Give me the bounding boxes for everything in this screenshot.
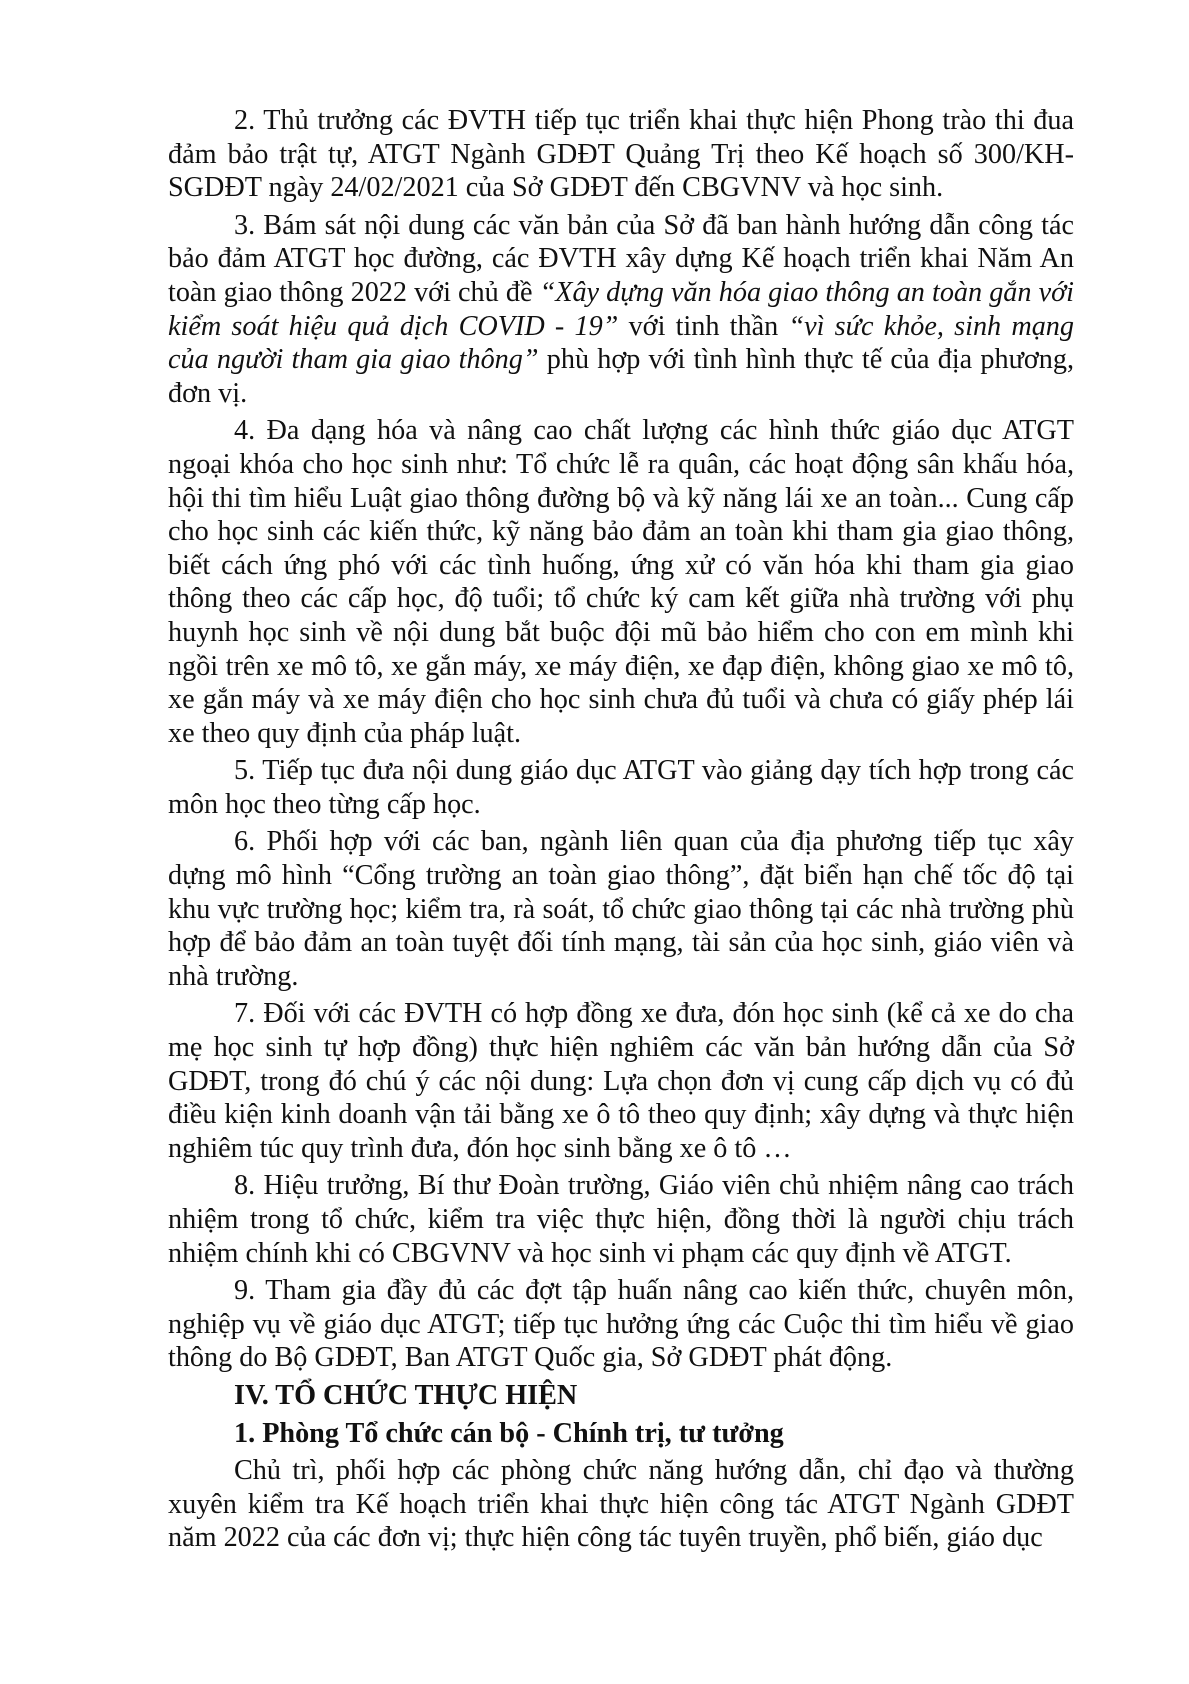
paragraph-text: 3. Bám sát nội dung các văn bản của Sở đã ban hành hướng dẫn công tác bảo đảm ATGT học đường, các ĐVTH xây dựng Kế hoạch triển khai Năm An toàn giao thông 2022 với chủ đề — [168, 209, 1074, 308]
paragraph-item-8 — [168, 1169, 1074, 1270]
paragraph-item-3 — [168, 209, 1074, 411]
subsection-heading: 1. Phòng Tổ chức cán bộ - Chính trị, tư tưởng — [234, 1417, 784, 1449]
paragraph-text: 4. Đa dạng hóa và nâng cao chất lượng các hình thức giáo dục ATGT ngoại khóa cho học sinh như: Tổ chức lễ ra quân, các hoạt động sân khấu hóa, hội thi tìm hiểu Luật giao thông đường bộ và kỹ năng lái xe an toàn... Cung cấp cho học sinh các kiến thức, kỹ năng bảo đảm an toàn khi tham gia giao thông, biết cách ứng phó với các tình huống, ứng xử có văn hóa khi tham gia giao thông theo các cấp học, độ tuổi; tổ chức ký cam kết giữa nhà trường với phụ huynh học sinh về nội dung bắt buộc đội mũ bảo hiểm cho con em mình khi ngồi trên xe mô tô, xe gắn máy, xe máy điện, xe đạp điện, không giao xe mô tô, xe gắn máy và xe máy điện cho học sinh chưa đủ tuổi và chưa có giấy phép lái xe theo quy định của pháp luật. — [168, 415, 1074, 749]
paragraph-text: 5. Tiếp tục đưa nội dung giáo dục ATGT vào giảng dạy tích hợp trong các môn học theo từng cấp học. — [168, 755, 1074, 820]
paragraph-item-9 — [168, 1274, 1074, 1375]
paragraph-text: Chủ trì, phối hợp các phòng chức năng hướng dẫn, chỉ đạo và thường xuyên kiểm tra Kế hoạch triển khai thực hiện công tác ATGT Ngành GDĐT năm 2022 của các đơn vị; thực hiện công tác tuyên truyền, phổ biến, giáo dục — [168, 1455, 1074, 1554]
italic-quote-spirit: “vì sức khỏe, sinh mạng của người tham gia giao thông” — [168, 310, 1074, 376]
paragraph-item-2 — [168, 104, 1074, 205]
paragraph-item-4 — [168, 414, 1074, 750]
paragraph-item-7 — [168, 997, 1074, 1165]
section-heading: IV. TỔ CHỨC THỰC HIỆN — [234, 1379, 578, 1411]
closing-paragraph — [168, 1454, 1074, 1555]
paragraph-item-6 — [168, 825, 1074, 993]
paragraph-text: với tinh thần — [618, 310, 789, 342]
paragraph-text: 7. Đối với các ĐVTH có hợp đồng xe đưa, đón học sinh (kể cả xe do cha mẹ học sinh tự hợp đồng) thực hiện nghiêm các văn bản hướng dẫn của Sở GDĐT, trong đó chú ý các nội dung: Lựa chọn đơn vị cung cấp dịch vụ có đủ điều kiện kinh doanh vận tải bằng xe ô tô theo quy định; xây dựng và thực hiện nghiêm túc quy trình đưa, đón học sinh bằng xe ô tô … — [168, 998, 1074, 1164]
paragraph-item-5 — [168, 754, 1074, 821]
paragraph-text: 8. Hiệu trưởng, Bí thư Đoàn trường, Giáo viên chủ nhiệm nâng cao trách nhiệm trong tổ chức, kiểm tra việc thực hiện, đồng thời là người chịu trách nhiệm chính khi có CBGVNV và học sinh vi phạm các quy định về ATGT. — [168, 1170, 1074, 1269]
italic-quote-theme: “Xây dựng văn hóa giao thông an toàn gắn với kiểm soát hiệu quả dịch COVID - 19” — [168, 276, 1074, 342]
paragraph-text: 9. Tham gia đầy đủ các đợt tập huấn nâng cao kiến thức, chuyên môn, nghiệp vụ về giáo dục ATGT; tiếp tục hưởng ứng các Cuộc thi tìm hiểu về giao thông do Bộ GDĐT, Ban ATGT Quốc gia, Sở GDĐT phát động. — [168, 1275, 1074, 1374]
paragraph-text: phù hợp với tình hình thực tế của địa phương, đơn vị. — [168, 344, 1074, 409]
paragraph-text: 2. Thủ trưởng các ĐVTH tiếp tục triển khai thực hiện Phong trào thi đua đảm bảo trật tự, ATGT Ngành GDĐT Quảng Trị theo Kế hoạch số 300/KH-SGDĐT ngày 24/02/2021 của Sở GDĐT đến CBGVNV và học sinh. — [168, 105, 1074, 204]
document-page — [168, 104, 1074, 1559]
paragraph-text: 6. Phối hợp với các ban, ngành liên quan của địa phương tiếp tục xây dựng mô hình “Cổng trường an toàn giao thông”, đặt biển hạn chế tốc độ tại khu vực trường học; kiểm tra, rà soát, tổ chức giao thông tại các nhà trường phù hợp để bảo đảm an toàn tuyệt đối tính mạng, tài sản của học sinh, giáo viên và nhà trường. — [168, 826, 1074, 992]
